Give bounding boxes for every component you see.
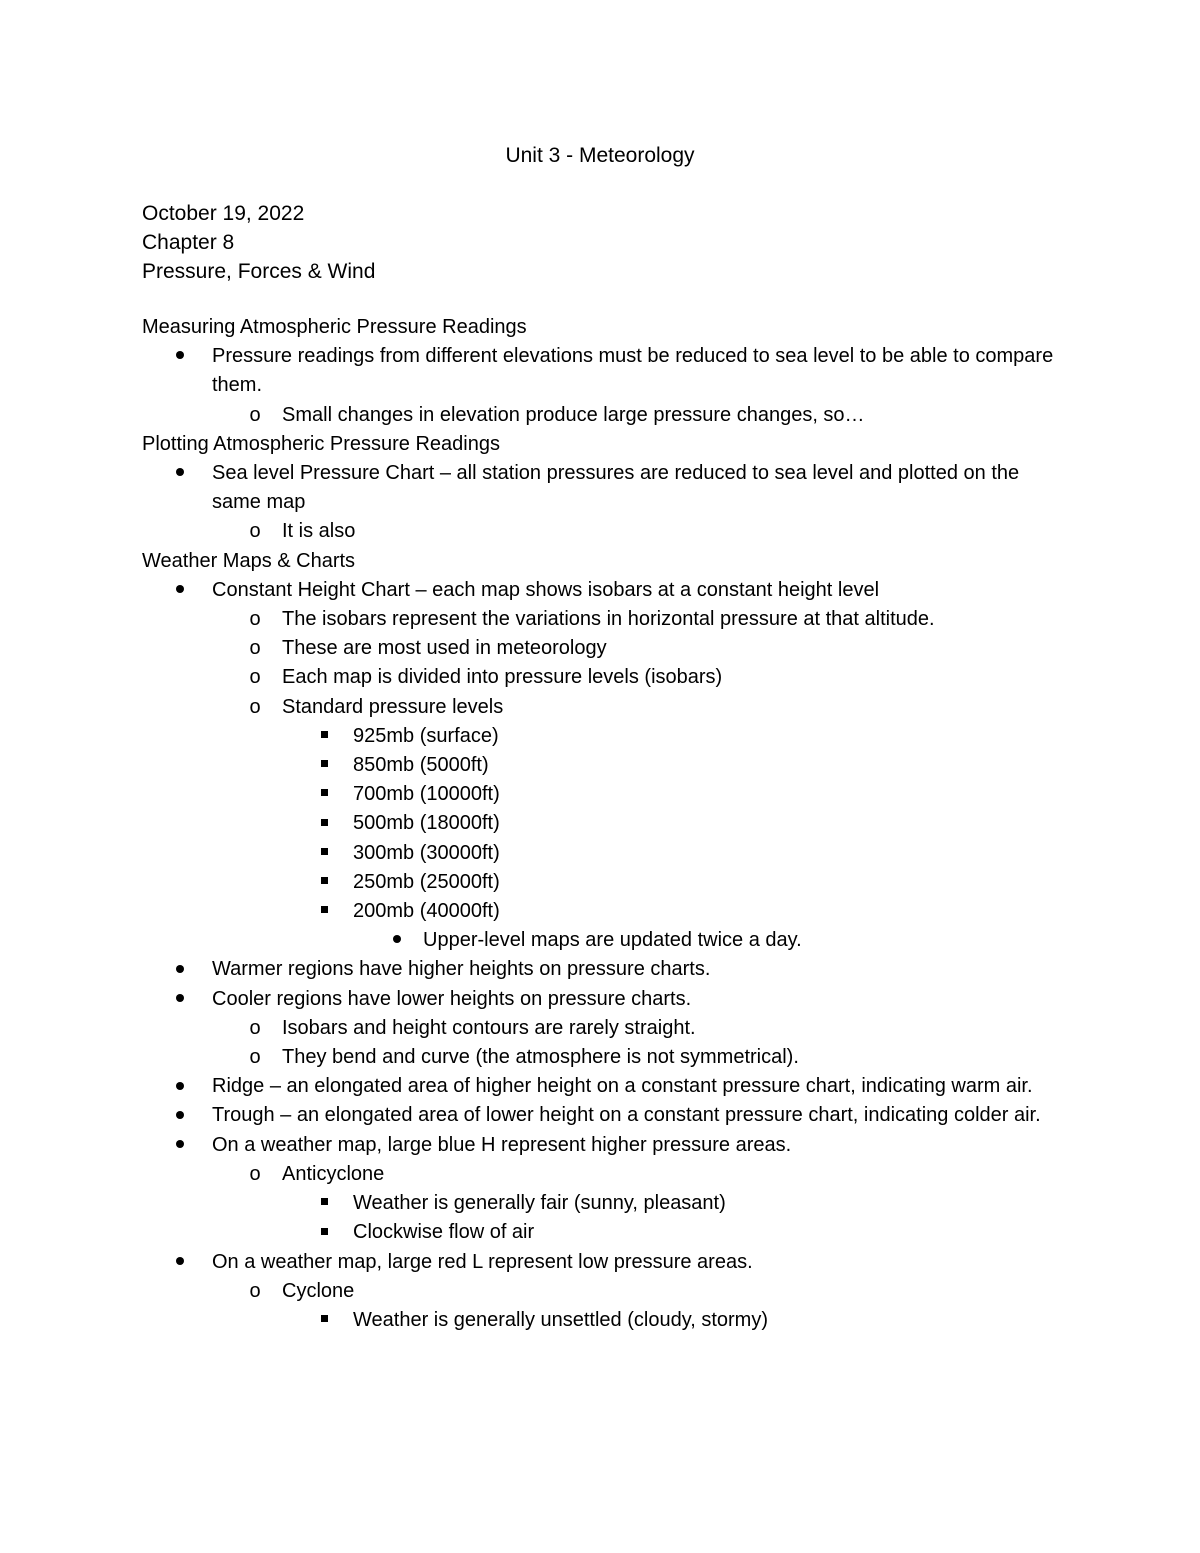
circle-icon: o <box>249 1046 261 1069</box>
circle-icon: o <box>249 403 261 426</box>
square-icon <box>314 868 334 897</box>
list-item <box>142 955 1142 984</box>
circle-icon: o <box>249 1016 261 1039</box>
square-icon <box>314 780 334 809</box>
list-item <box>142 634 1142 663</box>
dot-icon <box>170 1131 190 1160</box>
list-item-text: 250mb (25000ft) <box>353 870 500 893</box>
list-item <box>142 1248 1142 1277</box>
section-heading: Plotting Atmospheric Pressure Readings <box>142 432 500 455</box>
list-item <box>142 1218 1142 1247</box>
circle-icon: o <box>249 608 261 631</box>
list-item <box>142 868 1142 897</box>
circle-icon: o <box>249 695 261 718</box>
circle-icon: o <box>249 666 261 689</box>
list-item-text: Constant Height Chart – each map shows isobars at a constant height level <box>212 578 880 601</box>
note-date: October 19, 2022 <box>142 202 305 225</box>
list-item-text: Weather is generally fair (sunny, pleasant) <box>353 1192 726 1215</box>
square-icon <box>314 1218 334 1247</box>
dot-icon <box>170 1248 190 1277</box>
list-item-text: 300mb (30000ft) <box>353 841 500 864</box>
list-item-text: On a weather map, large blue H represent higher pressure areas. <box>212 1133 792 1156</box>
list-item-text: Weather is generally unsettled (cloudy, stormy) <box>353 1308 768 1331</box>
circle-icon: o <box>249 637 261 660</box>
dot-icon <box>170 576 190 605</box>
list-item <box>142 809 1142 838</box>
square-icon <box>314 1189 334 1218</box>
square-icon <box>314 751 334 780</box>
circle-icon: o <box>249 1279 261 1302</box>
square-icon <box>314 897 334 926</box>
notes-body <box>142 313 1142 1335</box>
page-title: Unit 3 - Meteorology <box>505 144 695 167</box>
section-heading: Weather Maps & Charts <box>142 549 356 572</box>
list-item-text: Cyclone <box>282 1279 355 1302</box>
list-item <box>142 1160 1142 1189</box>
list-item <box>142 1277 1142 1306</box>
list-item <box>142 459 1142 517</box>
circle-icon: o <box>249 1162 261 1185</box>
list-item-text: Cooler regions have lower heights on pressure charts. <box>212 987 692 1010</box>
list-item <box>142 605 1142 634</box>
list-item <box>142 751 1142 780</box>
square-icon <box>314 1306 334 1335</box>
list-item <box>142 1306 1142 1335</box>
list-item-text: Sea level Pressure Chart – all station pressures are reduced to sea level and plotted on the same map <box>212 462 1020 514</box>
list-item <box>142 693 1142 722</box>
list-item <box>142 926 1142 955</box>
list-item <box>142 576 1142 605</box>
list-item <box>142 897 1142 926</box>
list-item <box>142 1189 1142 1218</box>
dot-icon <box>170 459 190 488</box>
list-item <box>142 839 1142 868</box>
dot-icon <box>170 342 190 371</box>
dot-icon <box>170 1101 190 1130</box>
list-item-text: 850mb (5000ft) <box>353 754 489 777</box>
square-icon <box>314 809 334 838</box>
list-item <box>142 1101 1142 1130</box>
list-item-text: Standard pressure levels <box>282 695 504 718</box>
list-item-text: Warmer regions have higher heights on pressure charts. <box>212 958 711 981</box>
list-item-text: Small changes in elevation produce large pressure changes, so… <box>282 403 865 426</box>
list-item <box>142 1014 1142 1043</box>
list-item-text: Each map is divided into pressure levels (isobars) <box>282 666 723 689</box>
circle-icon: o <box>249 520 261 543</box>
list-item <box>142 1043 1142 1072</box>
square-icon <box>314 722 334 751</box>
chapter-label: Chapter 8 <box>142 231 235 254</box>
list-item-text: These are most used in meteorology <box>282 637 607 660</box>
list-item <box>142 780 1142 809</box>
document-header <box>142 199 375 286</box>
list-item-text: Upper-level maps are updated twice a day. <box>423 929 802 952</box>
list-item-text: They bend and curve (the atmosphere is not symmetrical). <box>282 1046 799 1069</box>
list-item <box>142 401 1142 430</box>
list-item-text: Isobars and height contours are rarely straight. <box>282 1016 696 1039</box>
topic-label: Pressure, Forces & Wind <box>142 260 376 283</box>
dot-icon <box>170 955 190 984</box>
list-item <box>142 985 1142 1014</box>
list-item-text: Pressure readings from different elevations must be reduced to sea level to be able to compare them. <box>212 345 1054 397</box>
list-item-text: 925mb (surface) <box>353 724 499 747</box>
dot-icon <box>170 1072 190 1101</box>
list-item-text: 700mb (10000ft) <box>353 783 500 806</box>
list-item <box>142 342 1142 400</box>
list-item-text: Ridge – an elongated area of higher height on a constant pressure chart, indicating warm air. <box>212 1075 1033 1098</box>
list-item <box>142 722 1142 751</box>
list-item <box>142 1072 1142 1101</box>
dot-icon <box>387 926 407 955</box>
list-item-text: Clockwise flow of air <box>353 1221 535 1244</box>
list-item <box>142 1131 1142 1160</box>
list-item <box>142 517 1142 546</box>
list-item-text: Anticyclone <box>282 1162 385 1185</box>
section-heading: Measuring Atmospheric Pressure Readings <box>142 316 527 338</box>
list-item-text: It is also <box>282 520 356 543</box>
list-item-text: Trough – an elongated area of lower height on a constant pressure chart, indicating colder air. <box>212 1104 1041 1127</box>
list-item-text: 500mb (18000ft) <box>353 812 500 835</box>
list-item-text: 200mb (40000ft) <box>353 900 500 923</box>
dot-icon <box>170 985 190 1014</box>
list-item-text: The isobars represent the variations in horizontal pressure at that altitude. <box>282 608 935 631</box>
list-item-text: On a weather map, large red L represent low pressure areas. <box>212 1250 753 1273</box>
square-icon <box>314 839 334 868</box>
list-item <box>142 663 1142 692</box>
